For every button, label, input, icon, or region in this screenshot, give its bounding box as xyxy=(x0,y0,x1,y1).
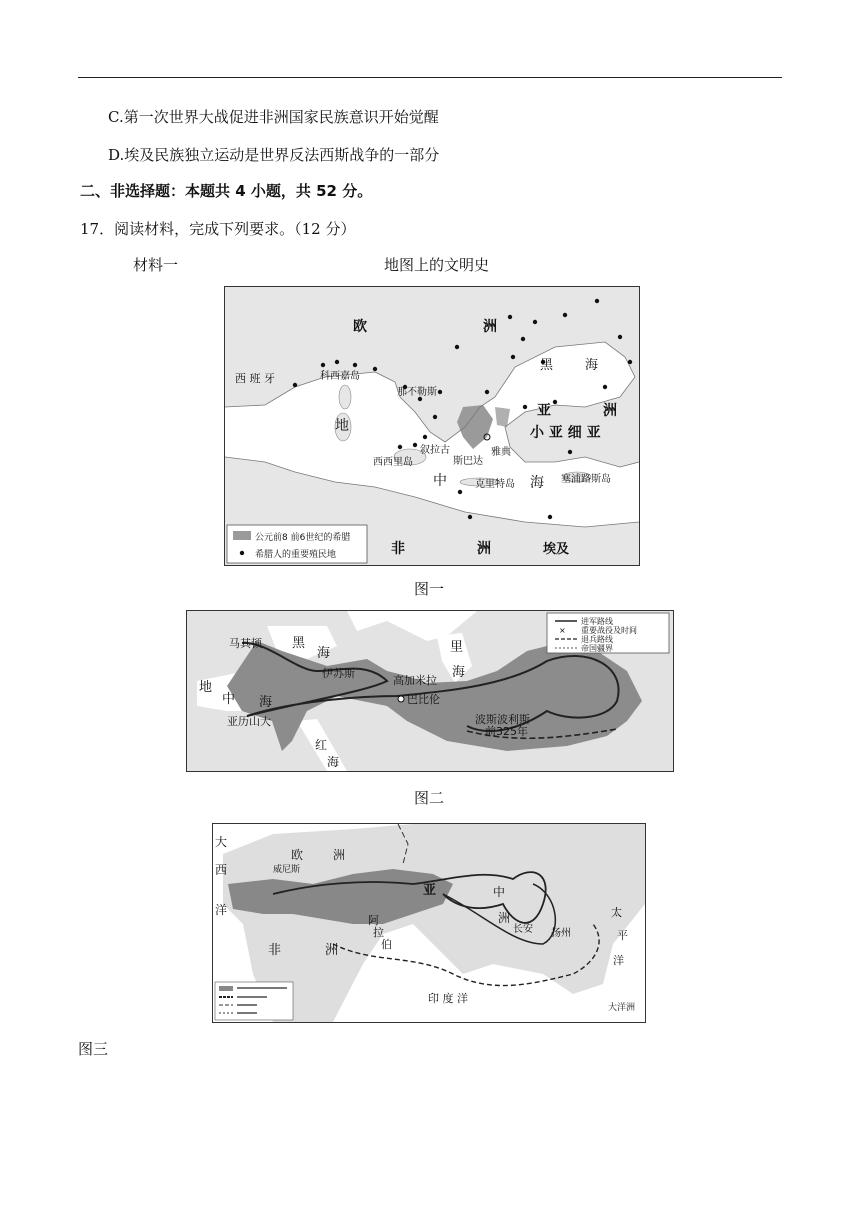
fig3-da: 大 xyxy=(215,835,228,849)
fig1-athens: 雅典 xyxy=(491,447,511,458)
figure-3-silk-road-map xyxy=(212,823,646,1023)
fig3-arabia-3: 伯 xyxy=(381,938,392,951)
option-d: D.埃及民族独立运动是世界反法西斯战争的一部分 xyxy=(108,146,440,164)
figure-3-caption: 图三 xyxy=(78,1040,109,1058)
fig3-arabia-1: 阿 xyxy=(368,914,379,927)
svg-text:×: × xyxy=(559,626,566,635)
fig3-china-2: 洲 xyxy=(498,911,511,925)
fig1-asia-1: 亚 xyxy=(537,403,551,419)
question-17-stem: 17．阅读材料，完成下列要求。（12 分） xyxy=(80,220,356,238)
fig2-babylon: 巴比伦 xyxy=(407,693,440,706)
fig1-corsica: 科西嘉岛 xyxy=(320,371,360,382)
fig3-china-1: 中 xyxy=(493,885,506,899)
fig3-africa-1: 非 xyxy=(268,943,282,958)
fig2-date: 前325年 xyxy=(485,725,528,738)
fig2-black-sea-1: 黑 xyxy=(292,636,306,651)
fig3-pacific-1: 太 xyxy=(611,906,622,919)
fig2-med-1: 地 xyxy=(199,680,213,695)
fig3-yang: 洋 xyxy=(215,903,228,917)
fig3-oceania: 大洋洲 xyxy=(608,1003,636,1013)
fig2-red-sea-2: 海 xyxy=(327,755,340,769)
material-title: 地图上的文明史 xyxy=(384,256,490,274)
fig2-black-sea-2: 海 xyxy=(317,646,331,661)
fig1-cyprus: 塞浦路斯岛 xyxy=(561,474,611,485)
material-label: 材料一 xyxy=(133,256,179,274)
fig2-legend-march: 进军路线 xyxy=(581,617,613,626)
fig2-legend-battles: 重要战役及时间 xyxy=(581,626,637,635)
fig2-alexandria: 亚历山大 xyxy=(227,715,271,728)
fig1-legend-greece: 公元前8 前6世纪的希腊 xyxy=(255,533,351,543)
figure-1-caption: 图一 xyxy=(414,580,445,598)
fig1-asia-2: 洲 xyxy=(603,403,617,419)
figure-1-greek-colonies-map xyxy=(224,286,640,566)
fig1-syracuse: 叙拉古 xyxy=(420,445,450,456)
fig2-macedonia: 马其顿 xyxy=(229,637,262,650)
fig1-black-sea-1: 黑 xyxy=(540,358,554,373)
fig2-gaugamela: 高加米拉 xyxy=(393,674,437,687)
fig3-yangzhou: 扬州 xyxy=(551,928,571,939)
figure-2-alexander-empire-map xyxy=(186,610,674,772)
fig2-red-sea-1: 红 xyxy=(315,738,328,752)
fig1-sparta: 斯巴达 xyxy=(453,456,483,467)
fig3-pacific-3: 洋 xyxy=(613,954,624,967)
option-c: C.第一次世界大战促进非洲国家民族意识开始觉醒 xyxy=(108,108,439,126)
fig2-med-3: 海 xyxy=(259,695,273,710)
fig3-africa-2: 洲 xyxy=(325,943,339,958)
fig1-legend-colonies: 希腊人的重要殖民地 xyxy=(255,550,337,560)
fig1-black-sea-2: 海 xyxy=(585,358,599,373)
fig3-changan: 长安 xyxy=(513,924,533,935)
fig3-europe-2: 洲 xyxy=(333,848,346,862)
fig3-asia: 亚 xyxy=(423,883,437,898)
fig3-venice: 威尼斯 xyxy=(273,865,301,875)
fig1-med-3: 海 xyxy=(530,475,544,491)
fig3-pacific-2: 平 xyxy=(617,929,628,942)
fig2-legend-border: 帝国疆界 xyxy=(581,644,613,653)
fig1-med-2: 中 xyxy=(433,473,447,489)
fig3-arabia-2: 拉 xyxy=(373,926,384,939)
fig2-med-2: 中 xyxy=(222,692,236,707)
section-heading: 二、非选择题：本题共 4 小题，共 52 分。 xyxy=(80,182,373,200)
fig1-egypt: 埃及 xyxy=(543,542,570,557)
fig1-asia-minor: 小 亚 细 亚 xyxy=(530,425,601,441)
fig1-spain: 西 班 牙 xyxy=(235,372,275,385)
fig2-persepolis: 波斯波利斯 xyxy=(475,713,530,726)
fig2-caspian-2: 海 xyxy=(452,665,466,680)
fig1-africa-1: 非 xyxy=(391,541,405,557)
fig1-europe-1: 欧 xyxy=(353,319,367,335)
fig3-xi: 西 xyxy=(215,863,228,877)
fig2-caspian-1: 里 xyxy=(450,640,464,655)
fig1-crete: 克里特岛 xyxy=(475,479,515,490)
fig1-med-1: 地 xyxy=(335,418,349,434)
fig1-sicily: 西西里岛 xyxy=(373,457,413,468)
fig2-issus: 伊苏斯 xyxy=(322,667,355,680)
fig3-indian-ocean: 印 度 洋 xyxy=(428,992,468,1005)
fig2-legend-retreat: 退兵路线 xyxy=(581,635,613,644)
fig1-naples: 那不勒斯 xyxy=(397,387,437,398)
figure-2-caption: 图二 xyxy=(414,789,445,807)
header-rule xyxy=(78,77,782,78)
fig1-europe-2: 洲 xyxy=(483,319,497,335)
fig3-europe-1: 欧 xyxy=(291,848,304,862)
fig1-africa-2: 洲 xyxy=(477,541,491,557)
